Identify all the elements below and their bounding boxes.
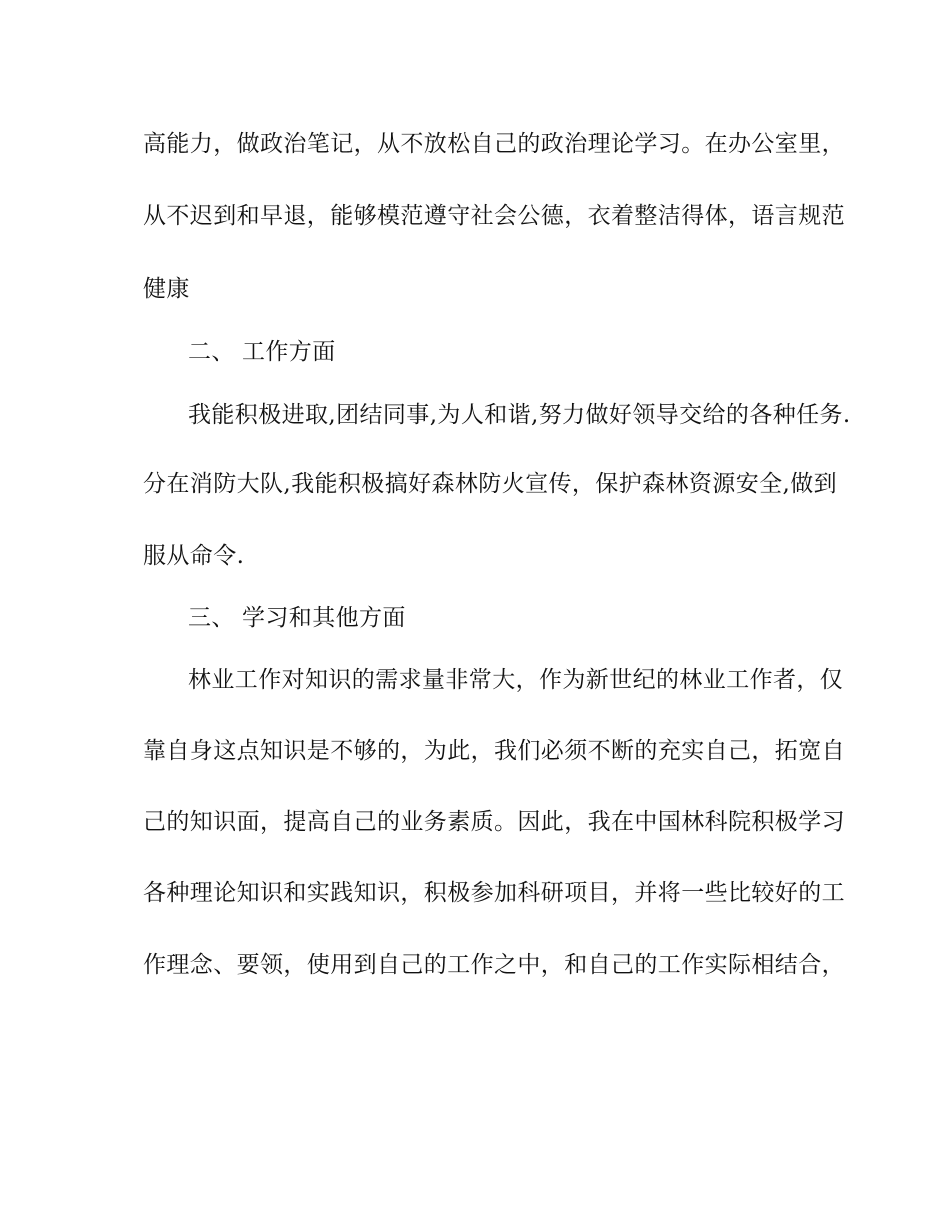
paragraph-line: 我能积极进取,团结同事,为人和谐,努力做好领导交给的各种任务. — [188, 402, 851, 428]
paragraph-line: 服从命令. — [143, 543, 245, 569]
paragraph-line: 各种理论知识和实践知识，积极参加科研项目，并将一些比较好的工 — [143, 880, 845, 906]
section-heading-work — [188, 337, 336, 367]
paragraph-line: 分在消防大队,我能积极搞好森林防火宣传，保护森林资源安全,做到 — [143, 471, 838, 497]
section-heading-study — [188, 603, 406, 633]
paragraph-line: 高能力，做政治笔记，从不放松自己的政治理论学习。在办公室里， — [143, 131, 845, 157]
paragraph-line: 林业工作对知识的需求量非常大，作为新世纪的林业工作者，仅 — [188, 667, 844, 693]
paragraph-line: 靠自身这点知识是不够的，为此，我们必须不断的充实自己，拓宽自 — [143, 738, 845, 764]
section-title: 学习和其他方面 — [242, 605, 406, 631]
paragraph-line: 从不迟到和早退，能够模范遵守社会公德，衣着整洁得体，语言规范 — [143, 203, 845, 229]
paragraph-line: 健康 — [143, 276, 190, 302]
paragraph-line: 己的知识面，提高自己的业务素质。因此，我在中国林科院积极学习 — [143, 809, 845, 835]
paragraph-line: 作理念、要领，使用到自己的工作之中，和自己的工作实际相结合， — [143, 952, 845, 978]
section-number: 三、 — [188, 605, 235, 631]
section-title: 工作方面 — [242, 339, 336, 365]
section-number: 二、 — [188, 339, 235, 365]
